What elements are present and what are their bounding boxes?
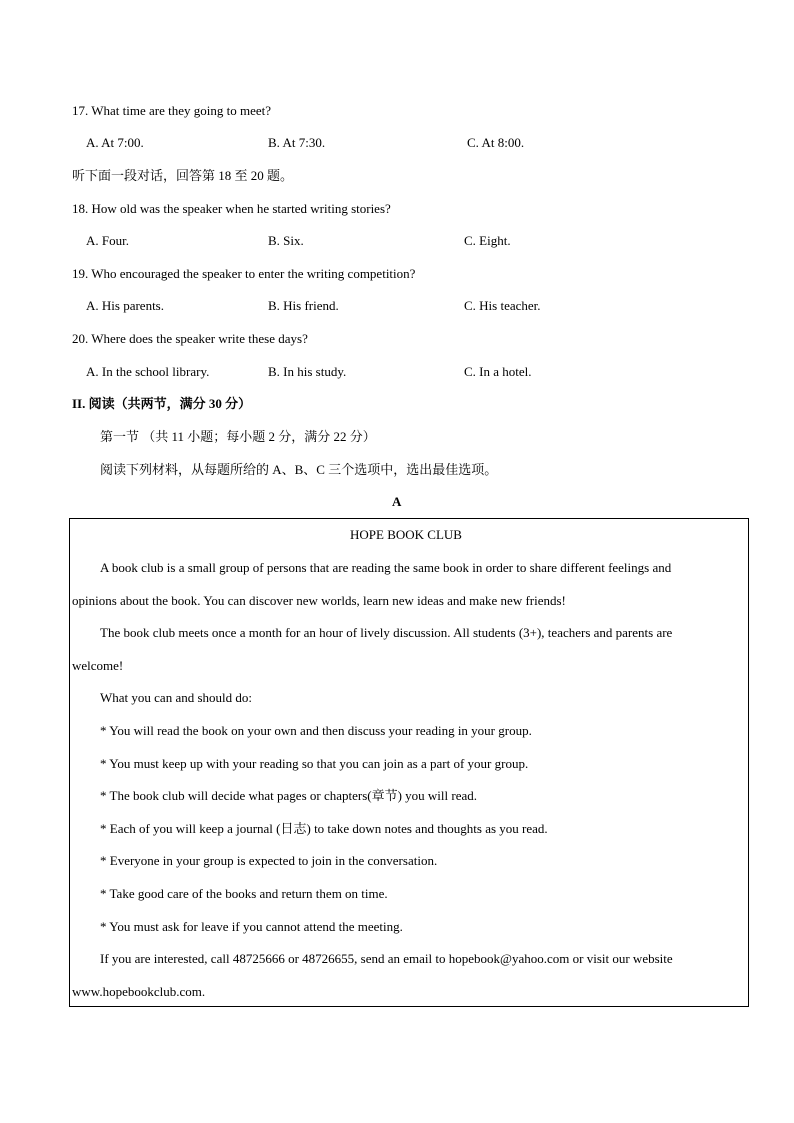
passage-p1-line1: A book club is a small group of persons that are reading the same book in order to share different feelings and — [100, 560, 672, 575]
passage-p2-line1: The book club meets once a month for an hour of lively discussion. All students (3+), teachers and parents are — [100, 625, 673, 640]
q20-option-a: A. In the school library. — [86, 364, 210, 379]
list-item: * You must keep up with your reading so that you can join as a part of your group. — [100, 756, 529, 771]
list-item: * Take good care of the books and return them on time. — [100, 886, 388, 901]
q18-option-c: C. Eight. — [464, 233, 511, 248]
list-item: * You will read the book on your own and then discuss your reading in your group. — [100, 723, 532, 738]
q19-option-a: A. His parents. — [86, 298, 164, 313]
q18-option-a: A. Four. — [86, 233, 129, 248]
q20-option-c: C. In a hotel. — [464, 364, 532, 379]
q17-option-a: A. At 7:00. — [86, 135, 144, 150]
q18-option-b: B. Six. — [268, 233, 304, 248]
instruction-18-20: 听下面一段对话，回答第 18 至 20 题。 — [72, 168, 294, 183]
contact-line1: If you are interested, call 48725666 or 48726655, send an email to hopebook@yahoo.com or visit our website — [100, 951, 673, 966]
passage-p1-line2: opinions about the book. You can discover new worlds, learn new ideas and make new friends! — [72, 593, 566, 608]
passage-label: A — [392, 494, 402, 509]
reading-heading: II. 阅读（共两节，满分 30 分） — [72, 396, 252, 411]
question-19: 19. Who encouraged the speaker to enter the writing competition? — [72, 266, 416, 281]
list-item: * The book club will decide what pages or chapters(章节) you will read. — [100, 788, 478, 803]
q20-option-b: B. In his study. — [268, 364, 347, 379]
list-intro: What you can and should do: — [100, 690, 252, 705]
q19-option-c: C. His teacher. — [464, 298, 541, 313]
list-item: * Everyone in your group is expected to join in the conversation. — [100, 853, 438, 868]
list-item: * You must ask for leave if you cannot attend the meeting. — [100, 919, 403, 934]
passage-p2-line2: welcome! — [72, 658, 124, 673]
question-20: 20. Where does the speaker write these days? — [72, 331, 308, 346]
reading-section-1: 第一节 （共 11 小题；每小题 2 分，满分 22 分） — [100, 429, 376, 444]
list-item: * Each of you will keep a journal (日志) to take down notes and thoughts as you read. — [100, 821, 548, 836]
q17-option-b: B. At 7:30. — [268, 135, 326, 150]
reading-instruction: 阅读下列材料，从每题所给的 A、B、C 三个选项中，选出最佳选项。 — [100, 462, 498, 477]
passage-title: HOPE BOOK CLUB — [350, 527, 462, 542]
contact-line2: www.hopebookclub.com. — [72, 984, 206, 999]
q19-option-b: B. His friend. — [268, 298, 339, 313]
q17-option-c: C. At 8:00. — [467, 135, 525, 150]
question-17: 17. What time are they going to meet? — [72, 103, 272, 118]
question-18: 18. How old was the speaker when he started writing stories? — [72, 201, 391, 216]
